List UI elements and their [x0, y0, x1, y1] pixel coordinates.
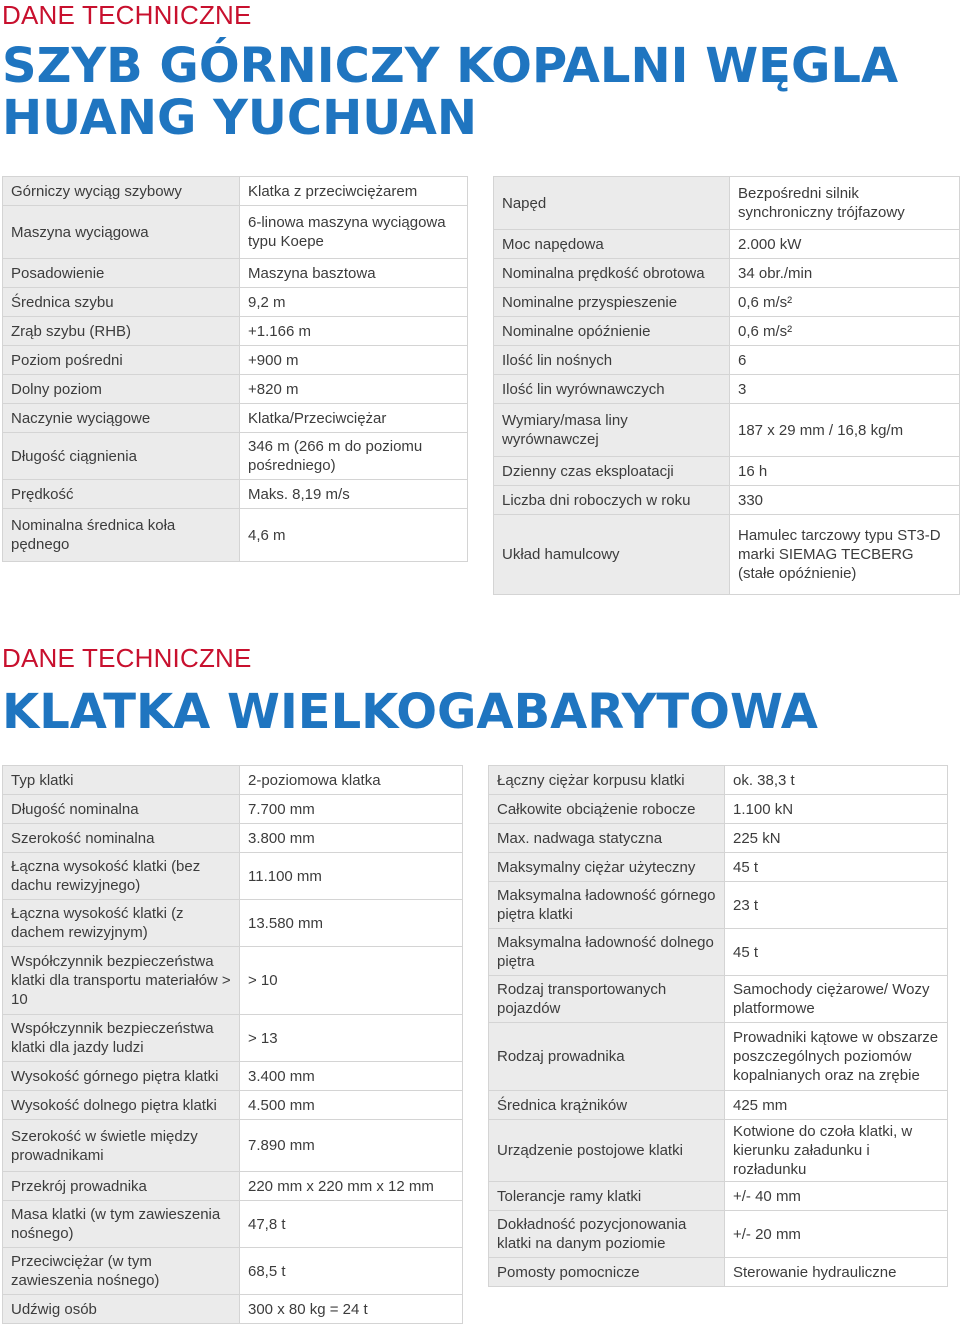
- drive-spec-row: [494, 486, 960, 515]
- shaft-spec-label: Maszyna wyciągowa: [3, 206, 240, 259]
- cage-load-spec-label: Urządzenie postojowe klatki: [489, 1120, 725, 1182]
- cage-spec-row: [3, 1120, 463, 1172]
- shaft-spec-label: Górniczy wyciąg szybowy: [3, 177, 240, 206]
- drive-spec-label: Wymiary/masa liny wyrównawczej: [494, 404, 730, 457]
- drive-spec-value: 16 h: [730, 457, 960, 486]
- cage-load-spec-value: ok. 38,3 t: [725, 766, 948, 795]
- drive-spec-row: [494, 404, 960, 457]
- cage-load-spec-row: [489, 1120, 948, 1182]
- cage-load-spec-label: Łączny ciężar korpusu klatki: [489, 766, 725, 795]
- shaft-spec-row: [3, 509, 468, 562]
- cage-spec-value: > 10: [240, 947, 463, 1015]
- cage-load-spec-label: Pomosty pomocnicze: [489, 1258, 725, 1287]
- cage-spec-row: [3, 1201, 463, 1248]
- cage-spec-value: 13.580 mm: [240, 900, 463, 947]
- cage-load-spec-label: Maksymalny ciężar użyteczny: [489, 853, 725, 882]
- cage-load-spec-value: 225 kN: [725, 824, 948, 853]
- shaft-spec-row: [3, 404, 468, 433]
- cage-spec-table-left: [2, 765, 463, 1324]
- cage-load-spec-row: [489, 853, 948, 882]
- cage-load-spec-row: [489, 1211, 948, 1258]
- drive-spec-row: [494, 177, 960, 230]
- cage-spec-row: [3, 1015, 463, 1062]
- drive-spec-value: 3: [730, 375, 960, 404]
- cage-load-spec-label: Rodzaj transportowanych pojazdów: [489, 976, 725, 1023]
- shaft-spec-table-right: [493, 176, 960, 595]
- shaft-spec-label: Posadowienie: [3, 259, 240, 288]
- drive-spec-value: 0,6 m/s²: [730, 288, 960, 317]
- drive-spec-label: Nominalna prędkość obrotowa: [494, 259, 730, 288]
- cage-load-spec-label: Maksymalna ładowność górnego piętra klatki: [489, 882, 725, 929]
- section2-kicker: DANE TECHNICZNE: [2, 643, 252, 673]
- drive-spec-row: [494, 375, 960, 404]
- shaft-spec-label: Długość ciągnienia: [3, 433, 240, 480]
- cage-spec-value: 7.700 mm: [240, 795, 463, 824]
- cage-load-spec-row: [489, 882, 948, 929]
- cage-load-spec-label: Rodzaj prowadnika: [489, 1023, 725, 1091]
- cage-spec-value: 11.100 mm: [240, 853, 463, 900]
- drive-spec-row: [494, 288, 960, 317]
- shaft-spec-value: +820 m: [240, 375, 468, 404]
- drive-spec-value: 187 x 29 mm / 16,8 kg/m: [730, 404, 960, 457]
- drive-spec-label: Nominalne przyspieszenie: [494, 288, 730, 317]
- cage-spec-row: [3, 1172, 463, 1201]
- cage-spec-value: 4.500 mm: [240, 1091, 463, 1120]
- section1-title: [2, 40, 898, 144]
- drive-spec-label: Liczba dni roboczych w roku: [494, 486, 730, 515]
- cage-spec-value: 3.800 mm: [240, 824, 463, 853]
- drive-spec-value: 2.000 kW: [730, 230, 960, 259]
- cage-spec-row: [3, 947, 463, 1015]
- shaft-spec-row: [3, 259, 468, 288]
- shaft-spec-table-left: [2, 176, 468, 562]
- cage-spec-label: Długość nominalna: [3, 795, 240, 824]
- shaft-spec-value: Klatka/Przeciwciężar: [240, 404, 468, 433]
- drive-spec-row: [494, 346, 960, 375]
- cage-load-spec-label: Dokładność pozycjonowania klatki na danym poziomie: [489, 1211, 725, 1258]
- shaft-spec-label: Poziom pośredni: [3, 346, 240, 375]
- cage-spec-row: [3, 766, 463, 795]
- cage-load-spec-row: [489, 976, 948, 1023]
- cage-spec-label: Współczynnik bezpieczeństwa klatki dla transportu materiałów > 10: [3, 947, 240, 1015]
- drive-spec-value: 330: [730, 486, 960, 515]
- shaft-spec-row: [3, 375, 468, 404]
- shaft-spec-row: [3, 206, 468, 259]
- cage-load-spec-row: [489, 766, 948, 795]
- cage-load-spec-value: Kotwione do czoła klatki, w kierunku załadunku i rozładunku: [725, 1120, 948, 1182]
- shaft-spec-value: Maks. 8,19 m/s: [240, 480, 468, 509]
- shaft-spec-row: [3, 177, 468, 206]
- cage-load-spec-value: 1.100 kN: [725, 795, 948, 824]
- shaft-spec-row: [3, 480, 468, 509]
- drive-spec-row: [494, 515, 960, 595]
- shaft-spec-value: 9,2 m: [240, 288, 468, 317]
- cage-spec-value: > 13: [240, 1015, 463, 1062]
- cage-load-spec-row: [489, 929, 948, 976]
- cage-spec-label: Masa klatki (w tym zawieszenia nośnego): [3, 1201, 240, 1248]
- cage-spec-label: Przeciwciężar (w tym zawieszenia nośnego): [3, 1248, 240, 1295]
- cage-load-spec-row: [489, 1258, 948, 1287]
- cage-spec-value: 220 mm x 220 mm x 12 mm: [240, 1172, 463, 1201]
- shaft-spec-value: 346 m (266 m do poziomu pośredniego): [240, 433, 468, 480]
- drive-spec-label: Napęd: [494, 177, 730, 230]
- drive-spec-label: Ilość lin nośnych: [494, 346, 730, 375]
- drive-spec-value: 0,6 m/s²: [730, 317, 960, 346]
- drive-spec-label: Nominalne opóźnienie: [494, 317, 730, 346]
- drive-spec-row: [494, 457, 960, 486]
- section1-kicker: DANE TECHNICZNE: [2, 0, 252, 30]
- cage-load-spec-row: [489, 1182, 948, 1211]
- shaft-spec-label: Nominalna średnica koła pędnego: [3, 509, 240, 562]
- shaft-spec-value: +900 m: [240, 346, 468, 375]
- cage-load-spec-value: +/- 20 mm: [725, 1211, 948, 1258]
- shaft-spec-value: +1.166 m: [240, 317, 468, 346]
- shaft-spec-row: [3, 317, 468, 346]
- cage-spec-label: Przekrój prowadnika: [3, 1172, 240, 1201]
- cage-spec-row: [3, 900, 463, 947]
- drive-spec-value: 6: [730, 346, 960, 375]
- drive-spec-row: [494, 230, 960, 259]
- cage-spec-label: Udźwig osób: [3, 1295, 240, 1324]
- cage-load-spec-row: [489, 795, 948, 824]
- drive-spec-label: Układ hamulcowy: [494, 515, 730, 595]
- drive-spec-value: Hamulec tarczowy typu ST3-D marki SIEMAG TECBERG (stałe opóźnienie): [730, 515, 960, 595]
- cage-load-spec-value: +/- 40 mm: [725, 1182, 948, 1211]
- drive-spec-label: Dzienny czas eksploatacji: [494, 457, 730, 486]
- cage-spec-label: Wysokość dolnego piętra klatki: [3, 1091, 240, 1120]
- cage-load-spec-row: [489, 1091, 948, 1120]
- cage-load-spec-value: Prowadniki kątowe w obszarze poszczególnych poziomów kopalnianych oraz na zrębie: [725, 1023, 948, 1091]
- cage-spec-label: Łączna wysokość klatki (z dachem rewizyjnym): [3, 900, 240, 947]
- section2-title: KLATKA WIELKOGABARYTOWA: [2, 684, 818, 740]
- shaft-spec-label: Zrąb szybu (RHB): [3, 317, 240, 346]
- drive-spec-value: 34 obr./min: [730, 259, 960, 288]
- cage-load-spec-row: [489, 824, 948, 853]
- cage-spec-label: Typ klatki: [3, 766, 240, 795]
- cage-spec-row: [3, 853, 463, 900]
- shaft-spec-value: Maszyna basztowa: [240, 259, 468, 288]
- drive-spec-label: Moc napędowa: [494, 230, 730, 259]
- cage-load-spec-value: Samochody ciężarowe/ Wozy platformowe: [725, 976, 948, 1023]
- cage-load-spec-value: 45 t: [725, 929, 948, 976]
- shaft-spec-label: Średnica szybu: [3, 288, 240, 317]
- cage-spec-row: [3, 795, 463, 824]
- drive-spec-row: [494, 259, 960, 288]
- shaft-spec-row: [3, 288, 468, 317]
- shaft-spec-label: Dolny poziom: [3, 375, 240, 404]
- cage-spec-value: 2-poziomowa klatka: [240, 766, 463, 795]
- cage-spec-label: Współczynnik bezpieczeństwa klatki dla jazdy ludzi: [3, 1015, 240, 1062]
- cage-load-spec-label: Średnica krążników: [489, 1091, 725, 1120]
- shaft-spec-value: 4,6 m: [240, 509, 468, 562]
- cage-spec-value: 47,8 t: [240, 1201, 463, 1248]
- cage-spec-row: [3, 1062, 463, 1091]
- cage-spec-table-right: [488, 765, 948, 1287]
- cage-load-spec-value: 45 t: [725, 853, 948, 882]
- cage-spec-row: [3, 1091, 463, 1120]
- shaft-spec-label: Prędkość: [3, 480, 240, 509]
- cage-spec-value: 68,5 t: [240, 1248, 463, 1295]
- drive-spec-label: Ilość lin wyrównawczych: [494, 375, 730, 404]
- cage-spec-label: Szerokość nominalna: [3, 824, 240, 853]
- shaft-spec-value: 6-linowa maszyna wyciągowa typu Koepe: [240, 206, 468, 259]
- cage-load-spec-value: 425 mm: [725, 1091, 948, 1120]
- section1-title-line2: HUANG YUCHUAN: [2, 90, 478, 146]
- cage-spec-row: [3, 1295, 463, 1324]
- drive-spec-value: Bezpośredni silnik synchroniczny trójfazowy: [730, 177, 960, 230]
- shaft-spec-label: Naczynie wyciągowe: [3, 404, 240, 433]
- cage-spec-row: [3, 824, 463, 853]
- section1-title-line1: SZYB GÓRNICZY KOPALNI WĘGLA: [2, 38, 899, 94]
- cage-spec-label: Szerokość w świetle między prowadnikami: [3, 1120, 240, 1172]
- shaft-spec-row: [3, 346, 468, 375]
- cage-spec-label: Wysokość górnego piętra klatki: [3, 1062, 240, 1091]
- cage-load-spec-value: Sterowanie hydrauliczne: [725, 1258, 948, 1287]
- cage-spec-value: 300 x 80 kg = 24 t: [240, 1295, 463, 1324]
- cage-spec-label: Łączna wysokość klatki (bez dachu rewizyjnego): [3, 853, 240, 900]
- cage-spec-row: [3, 1248, 463, 1295]
- cage-load-spec-value: 23 t: [725, 882, 948, 929]
- cage-load-spec-row: [489, 1023, 948, 1091]
- shaft-spec-value: Klatka z przeciwciężarem: [240, 177, 468, 206]
- drive-spec-row: [494, 317, 960, 346]
- shaft-spec-row: [3, 433, 468, 480]
- cage-spec-value: 3.400 mm: [240, 1062, 463, 1091]
- cage-load-spec-label: Tolerancje ramy klatki: [489, 1182, 725, 1211]
- cage-load-spec-label: Max. nadwaga statyczna: [489, 824, 725, 853]
- cage-load-spec-label: Całkowite obciążenie robocze: [489, 795, 725, 824]
- cage-load-spec-label: Maksymalna ładowność dolnego piętra: [489, 929, 725, 976]
- cage-spec-value: 7.890 mm: [240, 1120, 463, 1172]
